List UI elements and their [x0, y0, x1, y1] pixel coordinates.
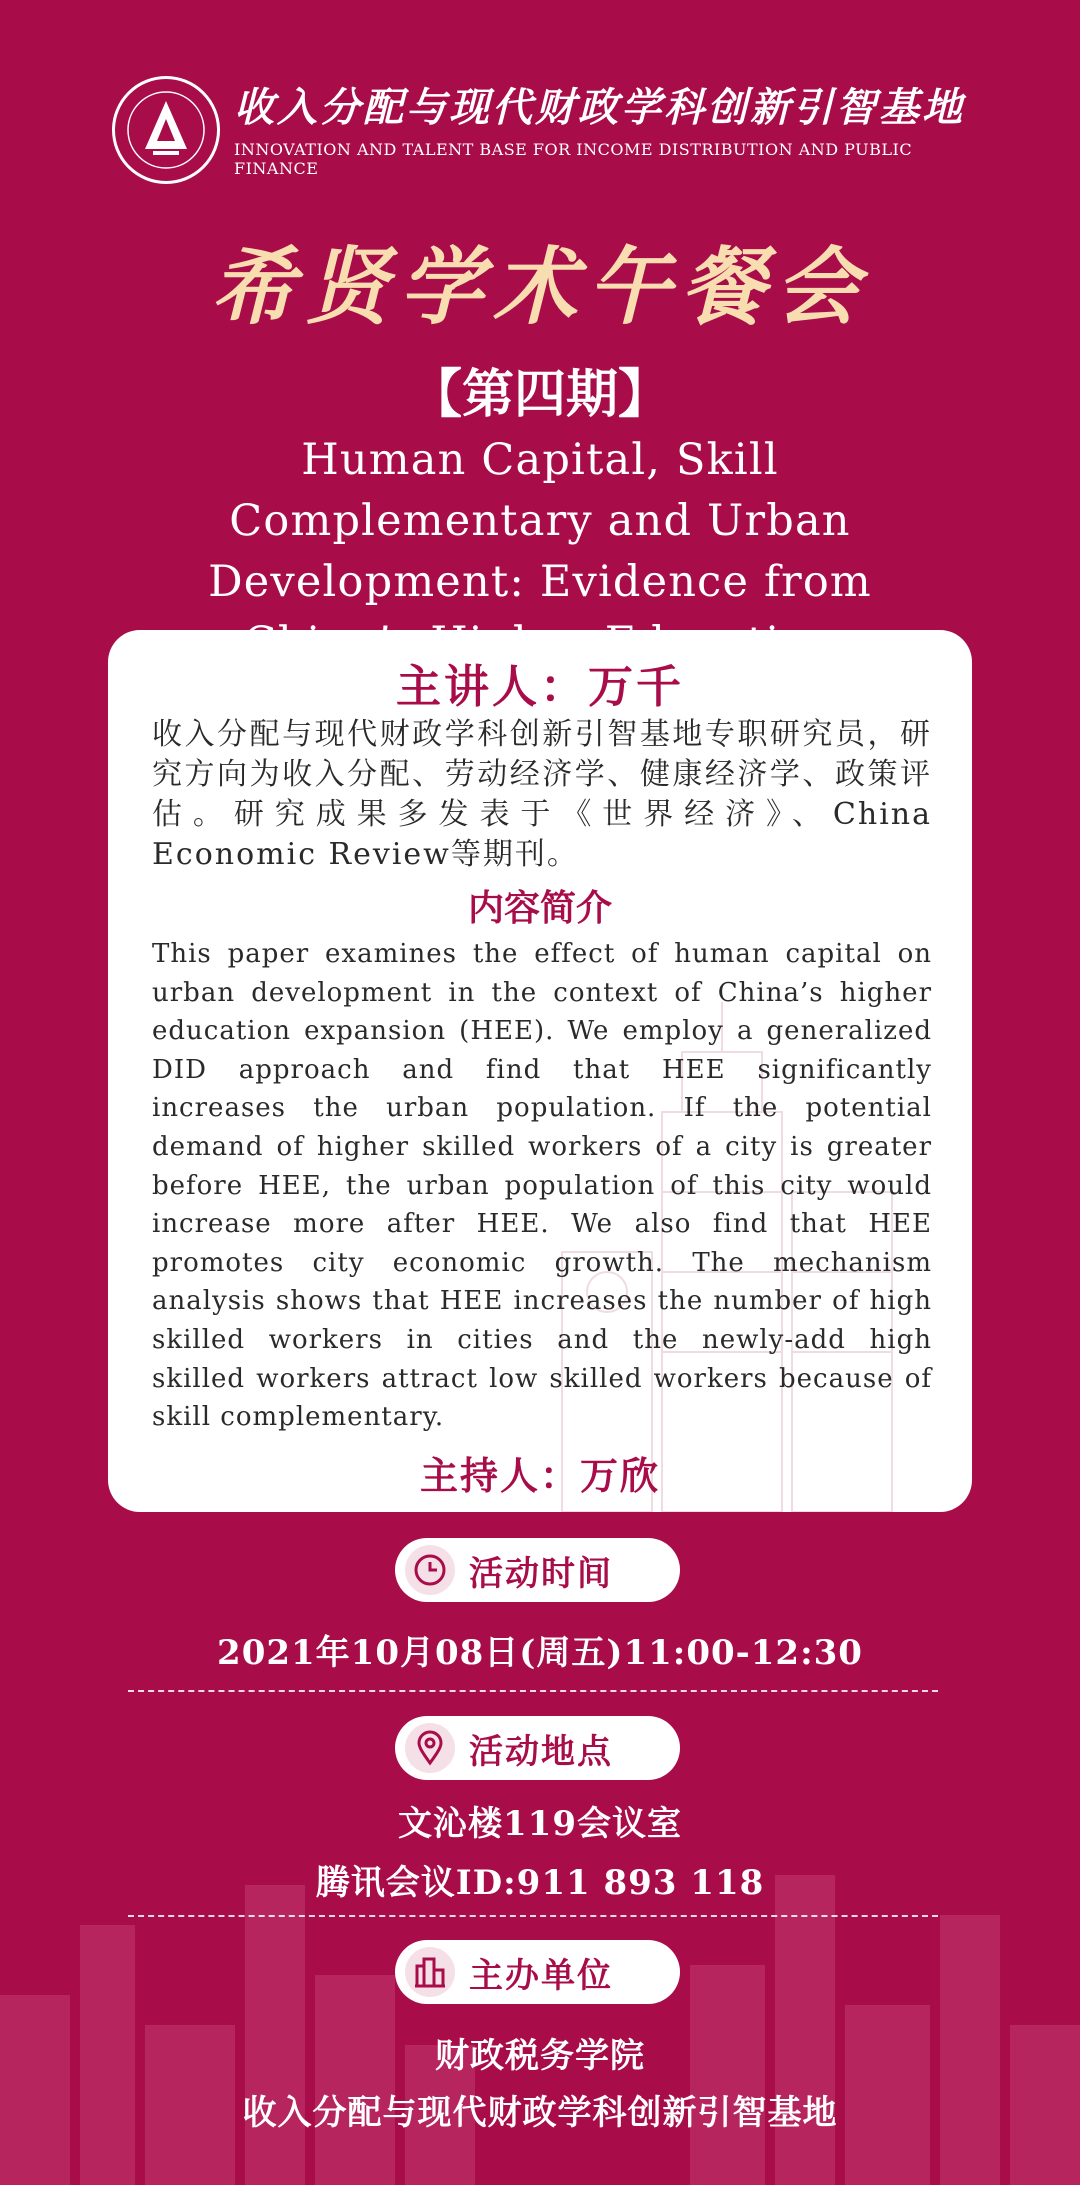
event-time: 2021年10月08日(周五)11:00-12:30 [217, 1633, 863, 1673]
divider [128, 1915, 938, 1917]
organizer-1: 财政税务学院 [435, 2036, 645, 2076]
host-name: 主持人：万欣 [419, 1453, 660, 1498]
speaker-name: 主讲人：万千 [395, 660, 684, 713]
time-section-pill [395, 1538, 680, 1602]
header [112, 75, 972, 185]
talk-info-card [108, 630, 972, 1512]
location-section-label: 活动地点 [469, 1731, 613, 1772]
clock-icon [405, 1545, 455, 1595]
university-seal-logo [112, 76, 220, 184]
organizer-section-label: 主办单位 [469, 1955, 613, 1996]
talk-title: Human Capital, Skill Complementary and Urban Development: Evidence from [208, 435, 872, 607]
issue-number: 【第四期】 [409, 364, 670, 425]
meeting-id: 腾讯会议ID:911 893 118 [315, 1863, 765, 1903]
building-icon [405, 1947, 455, 1997]
institution-name-en: INNOVATION AND TALENT BASE FOR INCOME DISTRIBUTION AND PUBLIC FINANCE [234, 140, 913, 178]
location-section-pill [395, 1716, 680, 1780]
divider [128, 1690, 938, 1692]
abstract-text: This paper examines the effect of human capital on urban development in the context of China’s higher education expansion (HEE). We employ a generalized DID approach and find that HEE significantly increases the urban population. If the potential demand of higher skilled workers of a city is greater before HEE, the urban population of this city would increase more after HEE. We also find that HEE promotes city economic growth. The mechanism analysis shows that HEE increases the number of high skilled workers in cities and the newly-add high skilled workers attract low skilled workers because of skill complementary. [152, 939, 932, 1433]
organizer-2: 收入分配与现代财政学科创新引智基地 [242, 2093, 838, 2133]
institution-name-cn: 收入分配与现代财政学科创新引智基地 [234, 84, 965, 131]
speaker-bio: 收入分配与现代财政学科创新引智基地专职研究员，研究方向为收入分配、劳动经济学、健康经济学、政策评估。研究成果多发表于《世界经济》、China Economic Review等期刊。 [152, 717, 932, 872]
event-title: 希贤学术午餐会 [210, 237, 869, 336]
location-pin-icon [405, 1723, 455, 1773]
event-room: 文沁楼119会议室 [398, 1804, 682, 1844]
organizer-section-pill [395, 1940, 680, 2004]
abstract-heading: 内容简介 [467, 887, 612, 929]
time-section-label: 活动时间 [469, 1553, 613, 1594]
